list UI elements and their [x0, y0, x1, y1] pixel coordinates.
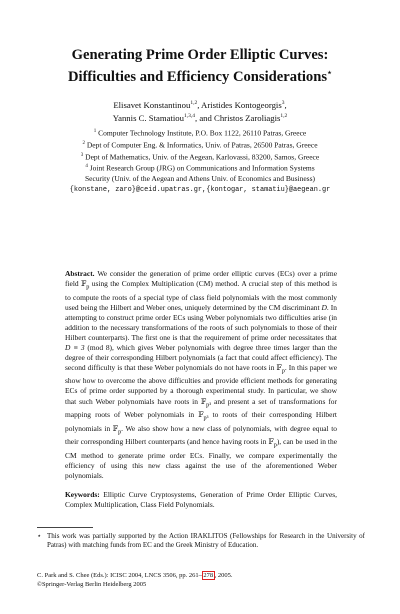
author-name: Yannis C. Stamatiou — [112, 113, 184, 124]
title-line-1: Generating Prime Order Elliptic Curves: — [71, 47, 329, 63]
title-line-2: Difficulties and Efficiency Considerations — [67, 68, 328, 85]
citation-text: C. Park and S. Chee (Eds.): ICISC 2004, LNCS 3506, pp. 261– — [37, 572, 202, 579]
affiliation-number: 1 — [93, 129, 97, 134]
author-list: Elisavet Konstantinou$^{1,2}$, Aristides Kontogeorgis$^3$, Yannis C. Stamatiou$^{1,3,4}$, and Christos Zaroliagis$^{1,2}$ — [112, 99, 288, 124]
affiliation: Security (Univ. of the Aegean and Athens Univ. of Economics and Business) — [84, 174, 316, 184]
affiliation: Computer Technology Institute, P.O. Box 1122, 26110 Patras, Greece — [98, 128, 307, 138]
footnote — [37, 532, 365, 551]
abstract-text: ), can be used in the CM method to generate prime order ECs. Finally, we compare experimentally the efficiency of using this new class against the use of the aforementioned Weber polynomials. — [65, 437, 337, 480]
abstract — [65, 269, 337, 481]
author-emails: {konstane, zaro}@ceid.upatras.gr,{kontogar, stamatiu}@aegean.gr — [69, 186, 331, 195]
math-subscript: p — [118, 428, 122, 436]
math-expression: D ≡ 3 — [65, 342, 85, 352]
abstract-text: and present a set of transformations for mapping roots of Weber polynomials in 𝔽 — [65, 396, 337, 420]
author-name: Elisavet Konstantinou — [113, 99, 191, 110]
keywords-text: Elliptic Curve Cryptosystems, Generation of Prime Order Elliptic Curves, Complex Multiplication, Class Field Polynomials. — [65, 490, 337, 510]
affiliation-number: 3 — [80, 152, 84, 158]
author-affiliation-mark: 3 — [281, 100, 285, 106]
math-subscript: p — [281, 367, 285, 375]
math-subscript: p — [86, 283, 90, 291]
author-affiliation-mark: 1,2 — [190, 100, 198, 106]
abstract-label: Abstract. — [65, 269, 95, 278]
affiliation: Joint Research Group (JRG) on Communications and Information Systems — [89, 163, 315, 173]
page-range-link[interactable]: 278 — [203, 572, 214, 579]
footnote-text: This work was partially supported by the Action IRAKLITOS (Fellowships for Research in the University of Patras) with matching funds from EC and the Greek Ministry of Education. — [47, 532, 365, 550]
math-variable: D — [321, 302, 327, 312]
abstract-text: . We also show how a new class of polynomials, with degree equal to their corresponding Hilbert counterparts (and hence having roots in 𝔽 — [65, 423, 337, 447]
keywords — [65, 490, 337, 510]
author-name: , and Christos Zaroliagis — [194, 113, 281, 124]
abstract-text: to roots of their corresponding Hilbert polynomials in 𝔽 — [65, 410, 337, 433]
abstract-text: . In attempting to construct prime order ECs using Weber polynomials two difficulties arise (in addition to the necessary transformations of the roots of such polynomials to those of their Hilbert counterparts). The first one is that the requirement of prime order necessitates that — [65, 302, 337, 342]
abstract-text: We consider the generation of prime order elliptic curves (ECs) over a prime field 𝔽 — [65, 269, 337, 289]
abstract-text: . In this paper we show how to overcome the above difficulties and provide efficient methods for generating ECs of prime order supported by a thorough experimental study. In particular, we show that such Weber polynomials have roots in 𝔽 — [65, 362, 337, 406]
citation-text: , 2005. — [214, 572, 233, 579]
affiliation-number: 4 — [85, 164, 88, 170]
footnote-mark: ⋆ — [37, 532, 42, 540]
paper-title — [30, 47, 370, 86]
abstract-text: using the Complex Multiplication (CM) method. A crucial step of this method is to compute the roots of a special type of class field polynomials with the most commonly used being the Hilbert and Weber ones, uniquely determined by the CM discriminant — [65, 279, 337, 312]
title-footnote-mark: ⋆ — [327, 68, 333, 77]
footnote-divider — [37, 527, 93, 528]
copyright-notice: ©Springer-Verlag Berlin Heidelberg 2005 — [37, 580, 147, 588]
math-subscript: p³ — [203, 414, 209, 422]
author-affiliation-mark: 1,3,4 — [183, 113, 195, 120]
author-affiliation-mark: 1,2 — [280, 113, 288, 120]
keywords-label: Keywords: — [65, 490, 100, 499]
author-name: , Aristides Kontogeorgis — [197, 99, 282, 110]
citation-block — [37, 572, 365, 590]
math-subscript: p³ — [206, 401, 212, 409]
affiliation: Dept of Mathematics, Univ. of the Aegean, Karlovassi, 83200, Samos, Greece — [85, 152, 320, 162]
abstract-text: (mod 8), which gives Weber polynomials with degree three times larger than the degree of their corresponding Hilbert polynomials (a fact that could affect efficiency). The second difficulty is that these Weber polynomials do not have roots in 𝔽 — [65, 342, 338, 372]
affiliation: Dept of Computer Eng. & Informatics, Univ. of Patras, 26500 Patras, Greece — [86, 140, 318, 150]
affiliations — [30, 127, 370, 196]
math-subscript: p — [273, 441, 277, 449]
affiliation-number: 2 — [82, 140, 85, 146]
